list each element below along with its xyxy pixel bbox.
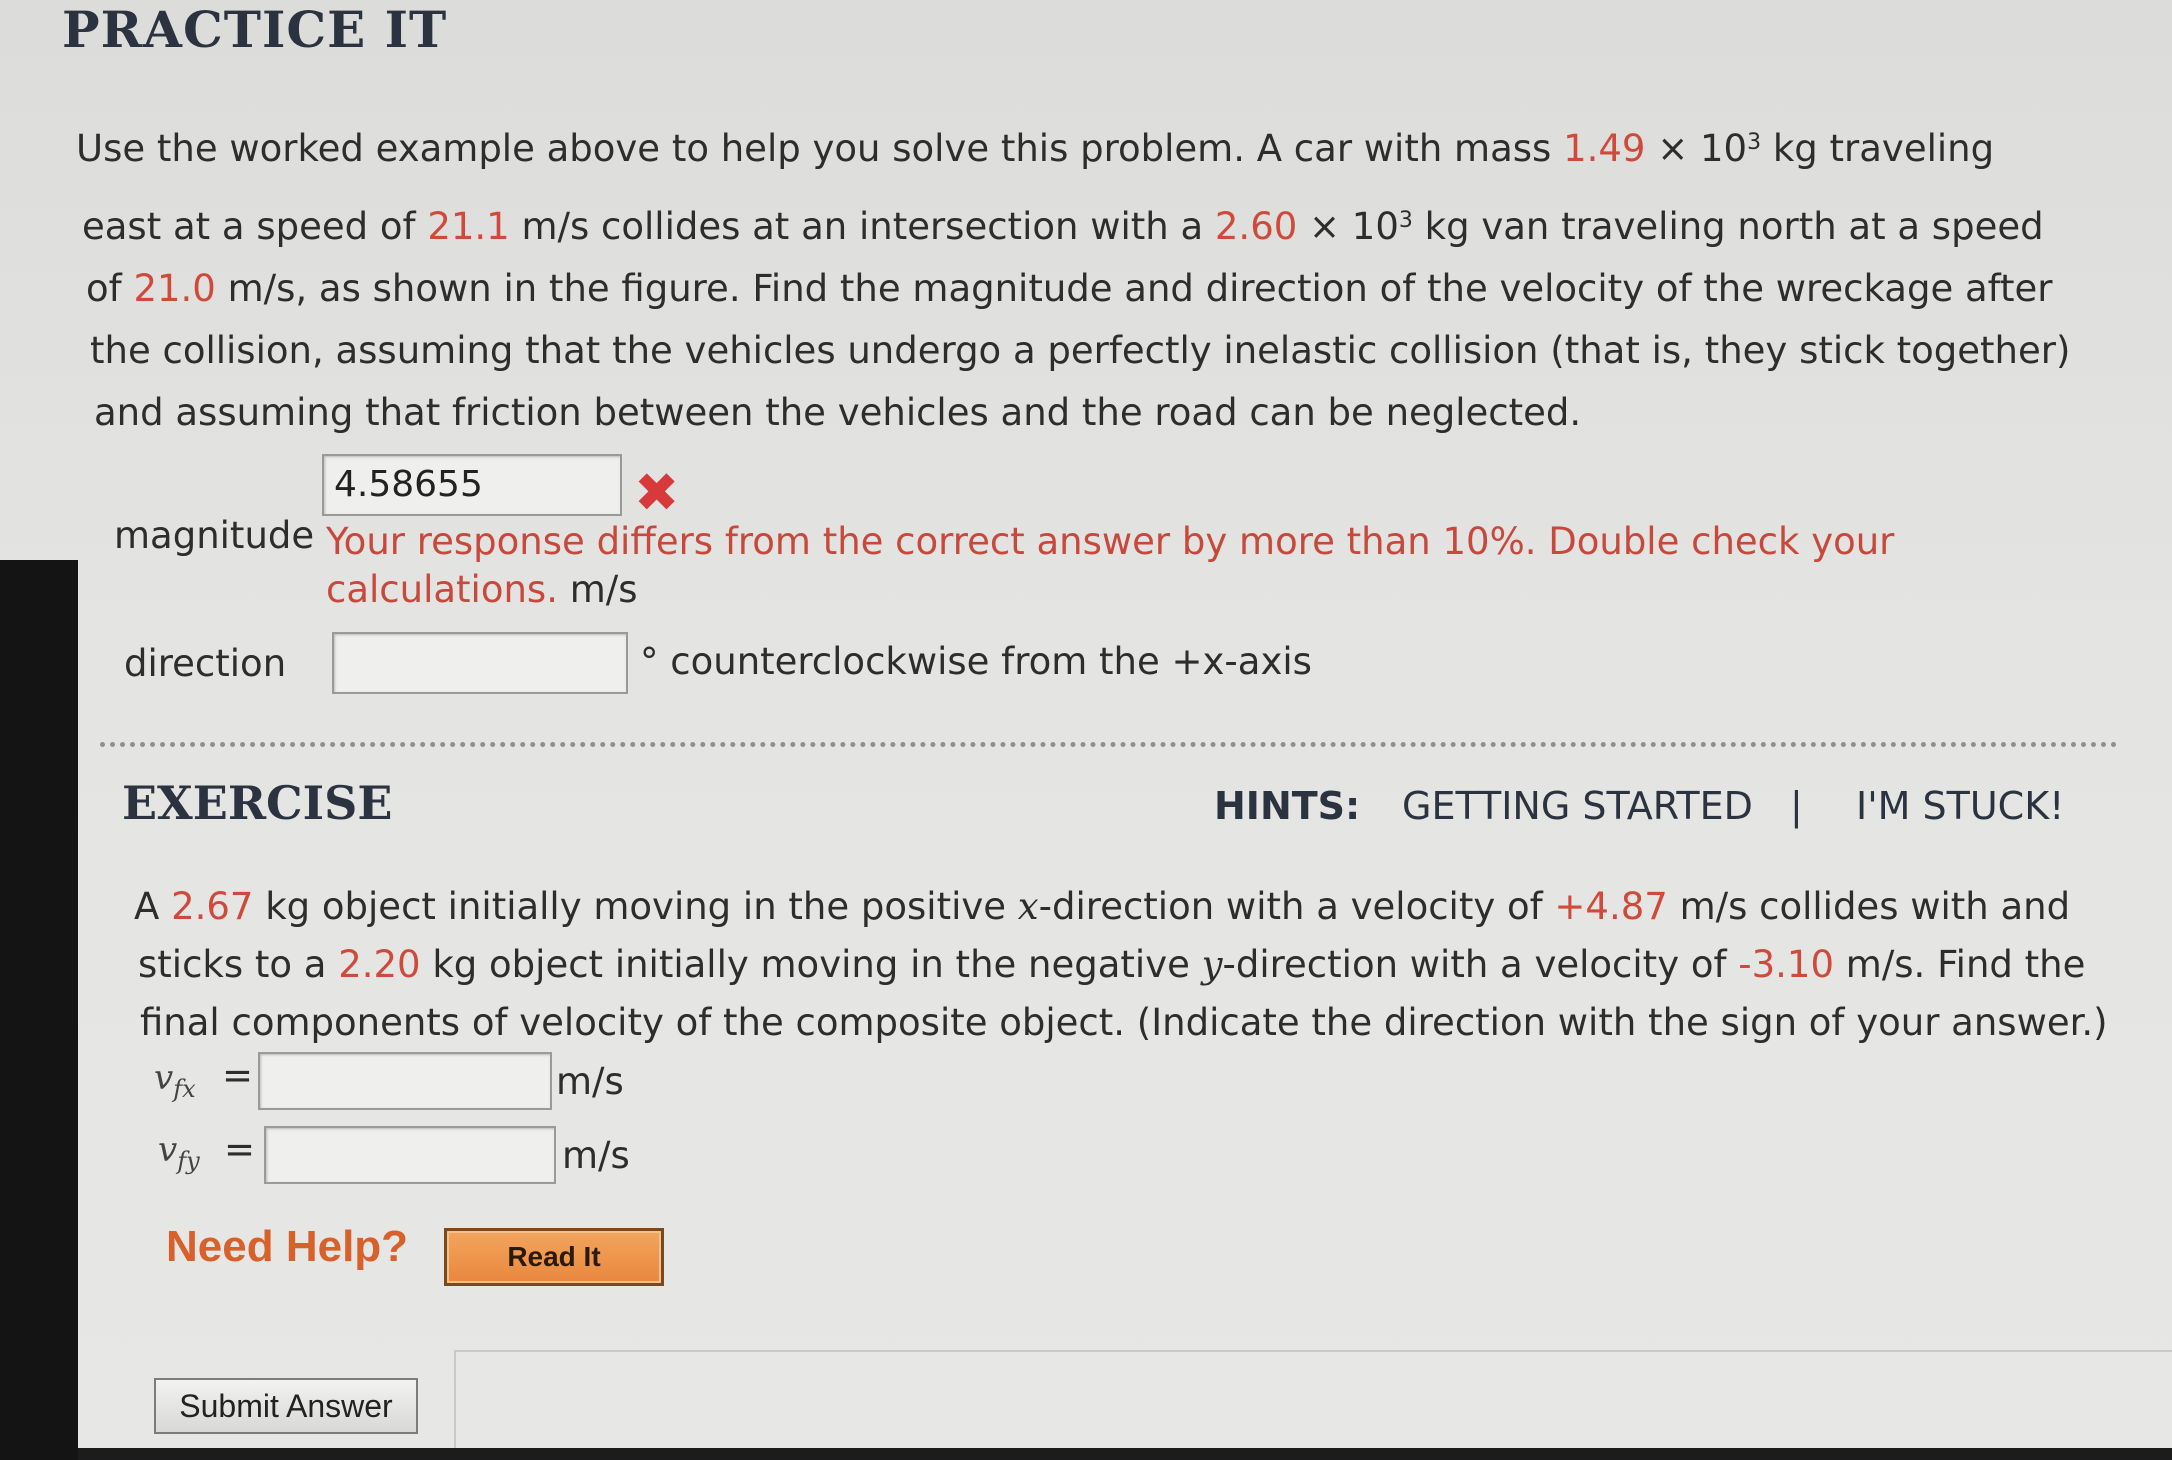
van-speed-value: 21.0 xyxy=(133,267,216,310)
error-message: Your response differs from the correct answer by more than 10%. Double check your calculations. m/s xyxy=(326,520,1895,611)
direction-unit: ° counterclockwise from the +x-axis xyxy=(640,640,1312,683)
vfy-input[interactable] xyxy=(264,1126,556,1184)
hint-im-stuck-link[interactable]: I'M STUCK! xyxy=(1856,784,2065,828)
panel-border-top xyxy=(454,1350,2172,1352)
direction-input[interactable] xyxy=(332,632,628,694)
exercise-line-1: A 2.67 kg object initially moving in the positive x-direction with a velocity of +4.87 m/s collides with and xyxy=(134,885,2071,928)
practice-line-1: Use the worked example above to help you solve this problem. A car with mass $1.49 \times 10^3$ kg traveling xyxy=(76,127,1995,170)
vfx-symbol: $v_{fx}$ xyxy=(154,1058,196,1103)
hints-label: HINTS: xyxy=(1214,784,1361,828)
practice-line-2: east at a speed of 21.1 m/s collides at an intersection with a $2.60 \times 10^3$ kg van traveling north at a speed xyxy=(82,205,2044,248)
screen-bezel xyxy=(0,560,78,1460)
vfy-symbol: $v_{fy}$ xyxy=(158,1130,200,1175)
need-help-label: Need Help? xyxy=(166,1222,409,1271)
van-mass-value: 2.60 xyxy=(1214,205,1298,248)
practice-line-4: the collision, assuming that the vehicles undergo a perfectly inelastic collision (that is, they stick together) xyxy=(90,329,2071,372)
read-it-button[interactable]: Read It xyxy=(444,1228,664,1286)
magnitude-input[interactable]: 4.58655 xyxy=(322,454,622,516)
section-divider xyxy=(100,742,2118,747)
exercise-line-3: final components of velocity of the composite object. (Indicate the direction with the sign of your answer.) xyxy=(140,1001,2108,1044)
practice-line-5: and assuming that friction between the vehicles and the road can be neglected. xyxy=(94,391,1582,434)
car-mass-value: 1.49 xyxy=(1563,127,1646,170)
incorrect-x-icon: ✖ xyxy=(634,461,680,524)
vfy-unit: m/s xyxy=(562,1134,630,1177)
submit-answer-button[interactable]: Submit Answer xyxy=(154,1378,418,1434)
practice-title: PRACTICE IT xyxy=(62,0,448,59)
practice-line-3: of 21.0 m/s, as shown in the figure. Find the magnitude and direction of the velocity of the wreckage after xyxy=(86,267,2053,310)
hints-separator: | xyxy=(1790,784,1803,828)
vfx-equals: = xyxy=(222,1054,254,1097)
vfy-equals: = xyxy=(224,1128,256,1171)
vfx-unit: m/s xyxy=(556,1060,624,1103)
panel-border-left xyxy=(454,1350,456,1448)
direction-label: direction xyxy=(124,642,287,685)
exercise-line-2: sticks to a 2.20 kg object initially moving in the negative y-direction with a velocity of -3.10 m/s. Find the xyxy=(138,943,2086,986)
exercise-title: EXERCISE xyxy=(122,776,393,830)
car-speed-value: 21.1 xyxy=(427,205,510,248)
hint-getting-started-link[interactable]: GETTING STARTED xyxy=(1402,784,1753,828)
magnitude-label: magnitude xyxy=(114,514,315,557)
vfx-input[interactable] xyxy=(258,1052,552,1110)
